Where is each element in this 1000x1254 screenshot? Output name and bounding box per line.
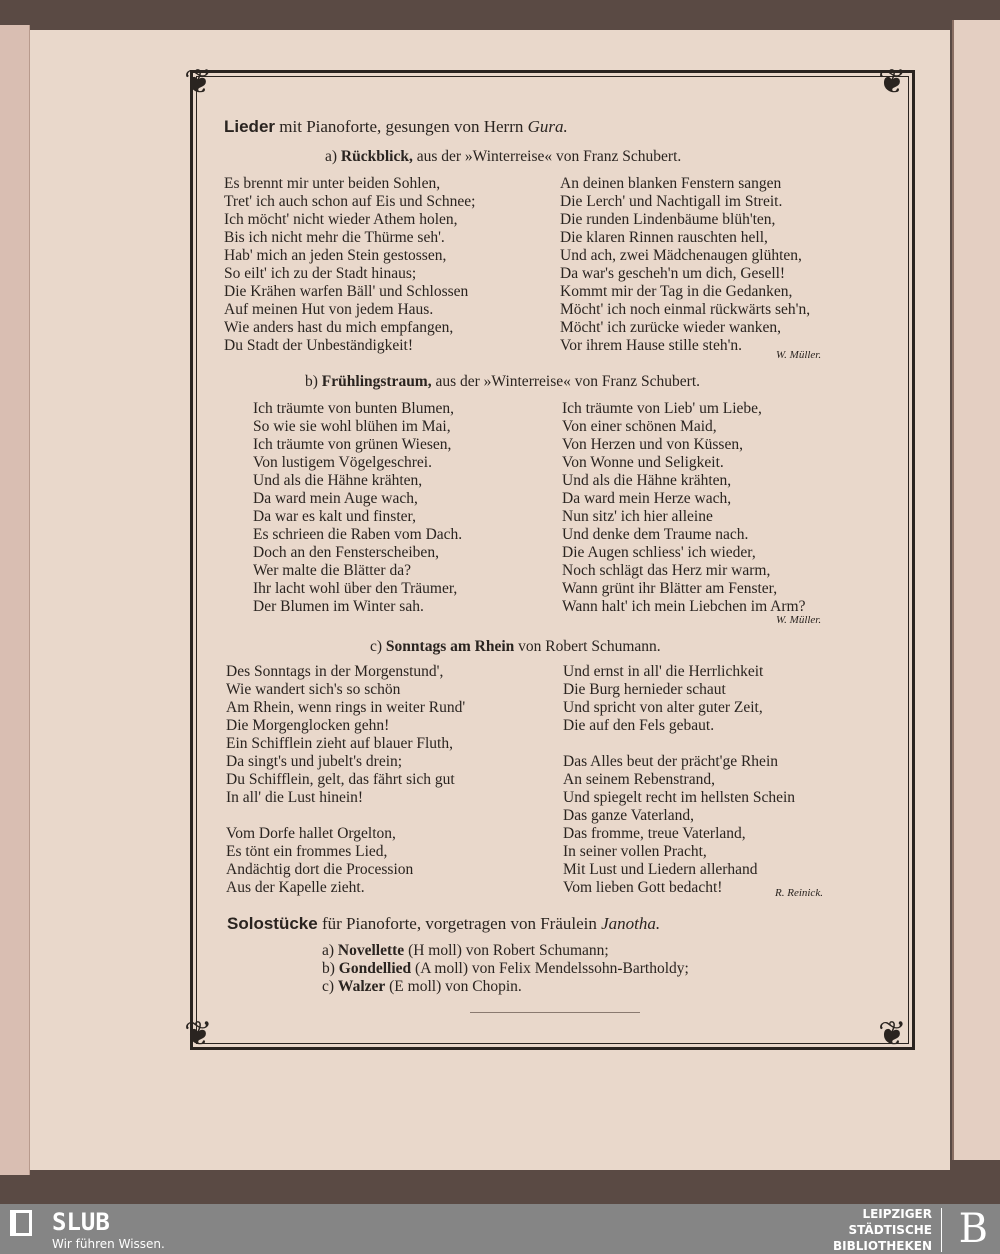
verse-line: In seiner vollen Pracht, bbox=[563, 843, 707, 860]
verse-line: Kommt mir der Tag in die Gedanken, bbox=[560, 283, 793, 300]
verse-line: Wie anders hast du mich empfangen, bbox=[224, 319, 454, 336]
performer: Gura. bbox=[527, 117, 568, 136]
subtitle: von Robert Schumann. bbox=[514, 638, 661, 655]
verse-left bbox=[226, 663, 465, 897]
letter: b) bbox=[305, 373, 318, 390]
verse-line: Bis ich nicht mehr die Thürme seh'. bbox=[224, 229, 445, 246]
verse-line: Da ward mein Auge wach, bbox=[253, 490, 418, 507]
heading-text: für Pianoforte, vorgetragen von Fräulein bbox=[317, 914, 602, 933]
verse-line: Die Augen schliess' ich wieder, bbox=[562, 544, 756, 561]
solo-item bbox=[322, 942, 689, 960]
partner-line: LEIPZIGER bbox=[862, 1207, 932, 1221]
verse-line: Hab' mich an jeden Stein gestossen, bbox=[224, 247, 447, 264]
detail: (E moll) von Chopin. bbox=[385, 978, 522, 995]
solo-item bbox=[322, 960, 689, 978]
verse-line: Du Schifflein, gelt, das fährt sich gut bbox=[226, 771, 455, 788]
author: W. Müller. bbox=[776, 349, 822, 361]
verse-line: Es schrieen die Raben vom Dach. bbox=[253, 526, 463, 543]
title: Gondellied bbox=[338, 960, 412, 977]
verse-right bbox=[562, 400, 805, 616]
verse-line: Andächtig dort die Procession bbox=[226, 861, 414, 878]
song-title bbox=[305, 373, 700, 391]
partner-line: BIBLIOTHEKEN bbox=[832, 1239, 932, 1253]
verse-line: Wer malte die Blätter da? bbox=[253, 562, 411, 579]
verse-line: Ein Schifflein zieht auf blauer Fluth, bbox=[226, 735, 453, 752]
verse-line: Ich träumte von bunten Blumen, bbox=[253, 400, 455, 417]
title: Frühlingstraum, bbox=[321, 373, 432, 390]
verse-line: Da singt's und jubelt's drein; bbox=[226, 753, 403, 770]
verse-line: Nun sitz' ich hier alleine bbox=[562, 508, 713, 525]
verse-line: Und ach, zwei Mädchenaugen glühten, bbox=[560, 247, 802, 264]
solo-item bbox=[322, 978, 689, 996]
partner-divider bbox=[941, 1208, 942, 1252]
footer-bar bbox=[0, 1204, 1000, 1254]
verse-line: Mit Lust und Liedern allerhand bbox=[563, 861, 758, 878]
author: W. Müller. bbox=[776, 614, 822, 626]
verse-line: Die Morgenglocken gehn! bbox=[226, 717, 390, 734]
verse-line: Vom lieben Gott bedacht! bbox=[563, 879, 723, 896]
verse-line: Wann grünt ihr Blätter am Fenster, bbox=[562, 580, 778, 597]
letter: c) bbox=[322, 978, 335, 995]
verse-line: Von Wonne und Seligkeit. bbox=[562, 454, 724, 471]
verse-line: Des Sonntags in der Morgenstund', bbox=[226, 663, 444, 680]
verse-line: Am Rhein, wenn rings in weiter Rund' bbox=[226, 699, 466, 716]
verse-line: An deinen blanken Fenstern sangen bbox=[560, 175, 782, 192]
verse-line: Ich träumte von grünen Wiesen, bbox=[253, 436, 452, 453]
verse-line: So wie sie wohl blühen im Mai, bbox=[253, 418, 451, 435]
verse-line: Und spricht von alter guter Zeit, bbox=[563, 699, 763, 716]
verse-line: Es brennt mir unter beiden Sohlen, bbox=[224, 175, 441, 192]
letter: c) bbox=[370, 638, 383, 655]
verse-line: Die klaren Rinnen rauschten hell, bbox=[560, 229, 768, 246]
verse-line: Da war es kalt und finster, bbox=[253, 508, 416, 525]
verse-line: Die Krähen warfen Bäll' und Schlossen bbox=[224, 283, 469, 300]
verse-line: Die Burg hernieder schaut bbox=[563, 681, 726, 698]
title: Walzer bbox=[337, 978, 386, 995]
section-heading-solo bbox=[227, 915, 660, 933]
divider bbox=[470, 1012, 640, 1013]
title: Rückblick, bbox=[340, 148, 413, 165]
solo-list bbox=[322, 942, 689, 996]
heading-bold: Solostücke bbox=[227, 914, 318, 933]
verse-line: Es tönt ein frommes Lied, bbox=[226, 843, 388, 860]
right-page-edge bbox=[952, 20, 1000, 1160]
verse-line: Und spiegelt recht im hellsten Schein bbox=[563, 789, 796, 806]
verse-line: Das fromme, treue Vaterland, bbox=[563, 825, 746, 842]
verse-line: Und ernst in all' die Herrlichkeit bbox=[563, 663, 764, 680]
verse-line: Und als die Hähne krähten, bbox=[253, 472, 423, 489]
book-icon bbox=[10, 1210, 32, 1236]
partner-line: STÄDTISCHE bbox=[848, 1223, 932, 1237]
partner-logo[interactable] bbox=[833, 1206, 932, 1254]
slub-tagline: Wir führen Wissen. bbox=[52, 1237, 165, 1251]
detail: (A moll) von Felix Mendelssohn-Bartholdy; bbox=[411, 960, 689, 977]
verse-line: Das Alles beut der prächt'ge Rhein bbox=[563, 753, 778, 770]
song-title bbox=[370, 638, 661, 656]
verse-line: Aus der Kapelle zieht. bbox=[226, 879, 365, 896]
verse-line: Möcht' ich zurücke wieder wanken, bbox=[560, 319, 781, 336]
corner-ornament-icon: ❦ bbox=[878, 64, 907, 101]
letter: a) bbox=[322, 942, 335, 959]
verse-right bbox=[560, 175, 810, 355]
corner-ornament-icon: ❦ bbox=[878, 1016, 907, 1053]
corner-ornament-icon: ❦ bbox=[184, 64, 213, 101]
title: Novellette bbox=[337, 942, 405, 959]
verse-line: Der Blumen im Winter sah. bbox=[253, 598, 424, 615]
verse-line: Und denke dem Traume nach. bbox=[562, 526, 749, 543]
performer: Janotha. bbox=[601, 914, 661, 933]
corner-ornament-icon: ❦ bbox=[184, 1016, 213, 1053]
verse-line: Vor ihrem Hause stille steh'n. bbox=[560, 337, 743, 354]
detail: (H moll) von Robert Schumann; bbox=[404, 942, 609, 959]
letter: a) bbox=[325, 148, 338, 165]
letter: b) bbox=[322, 960, 335, 977]
verse-line: Da war's gescheh'n um dich, Gesell! bbox=[560, 265, 786, 282]
verse-line: Ihr lacht wohl über den Träumer, bbox=[253, 580, 458, 597]
verse-left bbox=[224, 175, 475, 355]
verse-line: Ich träumte von Lieb' um Liebe, bbox=[562, 400, 762, 417]
verse-line: Das ganze Vaterland, bbox=[563, 807, 694, 824]
heading-text: mit Pianoforte, gesungen von Herrn bbox=[275, 117, 528, 136]
verse-line: Die Lerch' und Nachtigall im Streit. bbox=[560, 193, 783, 210]
verse-line: Von einer schönen Maid, bbox=[562, 418, 717, 435]
verse-line: An seinem Rebenstrand, bbox=[563, 771, 715, 788]
verse-line: Du Stadt der Unbeständigkeit! bbox=[224, 337, 413, 354]
verse-line: Die runden Lindenbäume blüh'ten, bbox=[560, 211, 776, 228]
verse-line bbox=[226, 807, 465, 825]
subtitle: aus der »Winterreise« von Franz Schubert. bbox=[412, 148, 682, 165]
verse-line: Ich möcht' nicht wieder Athem holen, bbox=[224, 211, 458, 228]
verse-line bbox=[563, 735, 795, 753]
verse-line: Und als die Hähne krähten, bbox=[562, 472, 732, 489]
verse-line: Wann halt' ich mein Liebchen im Arm? bbox=[562, 598, 806, 615]
heading-bold: Lieder bbox=[224, 117, 276, 136]
verse-right bbox=[563, 663, 795, 897]
verse-line: Die auf den Fels gebaut. bbox=[563, 717, 715, 734]
verse-left bbox=[253, 400, 462, 616]
verse-line: Möcht' ich noch einmal rückwärts seh'n, bbox=[560, 301, 811, 318]
verse-line: Doch an den Fensterscheiben, bbox=[253, 544, 439, 561]
lsb-b-icon: B bbox=[958, 1206, 988, 1252]
verse-line: Auf meinen Hut von jedem Haus. bbox=[224, 301, 434, 318]
verse-line: Von lustigem Vögelgeschrei. bbox=[253, 454, 432, 471]
section-heading-lieder bbox=[224, 118, 568, 136]
verse-line: Tret' ich auch schon auf Eis und Schnee; bbox=[224, 193, 476, 210]
verse-line: In all' die Lust hinein! bbox=[226, 789, 364, 806]
left-page-edge bbox=[0, 25, 30, 1175]
song-title bbox=[325, 148, 681, 166]
verse-line: Vom Dorfe hallet Orgelton, bbox=[226, 825, 396, 842]
author: R. Reinick. bbox=[775, 887, 823, 899]
verse-line: Noch schlägt das Herz mir warm, bbox=[562, 562, 771, 579]
title: Sonntags am Rhein bbox=[385, 638, 515, 655]
slub-logo[interactable]: SLUB bbox=[52, 1208, 110, 1236]
verse-line: Wie wandert sich's so schön bbox=[226, 681, 401, 698]
subtitle: aus der »Winterreise« von Franz Schubert. bbox=[431, 373, 700, 390]
verse-line: Da ward mein Herze wach, bbox=[562, 490, 732, 507]
verse-line: Von Herzen und von Küssen, bbox=[562, 436, 743, 453]
verse-line: So eilt' ich zu der Stadt hinaus; bbox=[224, 265, 417, 282]
